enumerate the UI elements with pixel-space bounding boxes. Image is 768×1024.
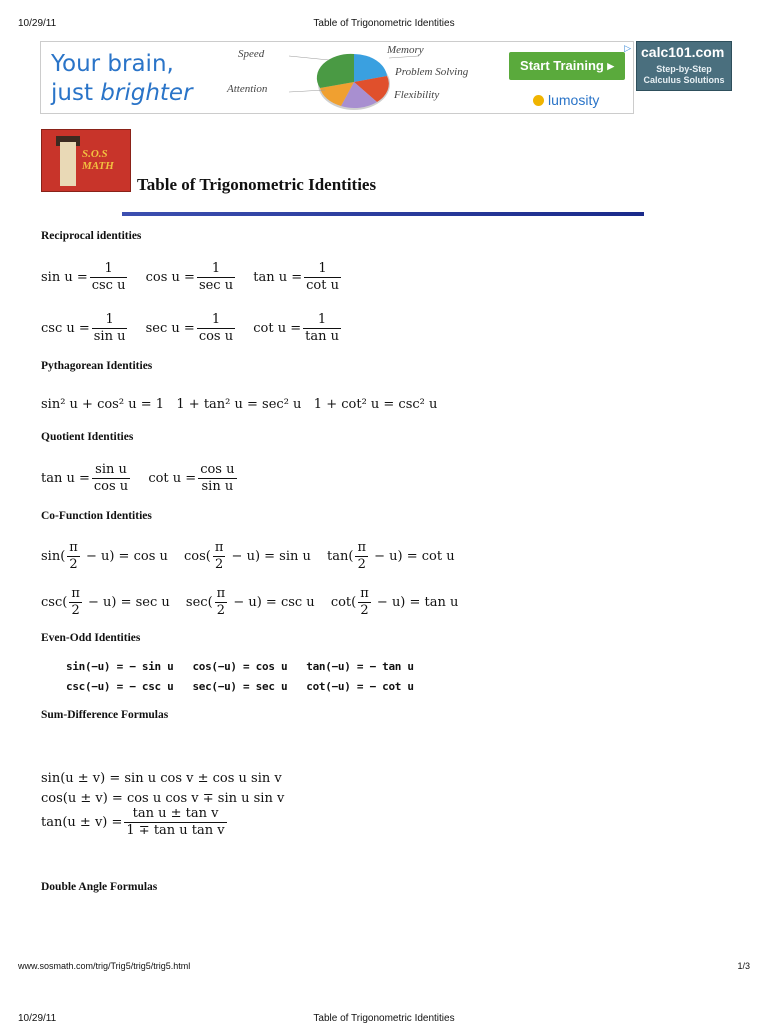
ad-label-attention: Attention	[227, 83, 268, 95]
evenodd-row-2: csc(−u) = − csc u sec(−u) = sec u cot(−u) = − cot u	[66, 680, 414, 693]
title-rule	[122, 212, 644, 216]
ad-label-memory: Memory	[387, 44, 424, 56]
print-page-number: 1/3	[737, 961, 750, 971]
heading-pythagorean: Pythagorean Identities	[41, 360, 153, 372]
heading-sumdiff: Sum-Difference Formulas	[41, 709, 169, 721]
sumdiff-row-1: sin(u ± v) = sin u cos v ± cos u sin v	[41, 771, 282, 786]
print-date: 10/29/11	[18, 18, 57, 29]
cofunction-row-2: csc( $\frac{\pi}{2}$ − u) = sec u sec( $\frac{\pi}{2}$ − u) = csc u cot( $\frac{\pi}{2}$ − u) = tan u	[41, 586, 459, 618]
calc101-brand: calc101.com	[641, 44, 725, 60]
sumdiff-row-3: tan(u ± v) = $\frac{\text{tan u ± tan v}}{\text{1 ∓ tan u tan v}}$	[41, 806, 225, 838]
quotient-row: tan u = $\frac{\text{sin u}}{\text{cos u}}$ cot u = $\frac{\text{cos u}}{\text{sin u}}$	[41, 462, 235, 494]
lumosity-brand: lumosity	[548, 92, 600, 108]
ad-slogan-em: brighter	[100, 80, 193, 106]
ad-label-problem-solving: Problem Solving	[395, 66, 469, 78]
reciprocal-row-2: csc u = $\frac{1}{\text{sin u}}$ sec u = $\frac{1}{\text{cos u}}$ cot u = $\frac{1}{\text{tan u}}$	[41, 312, 339, 344]
calc101-ad[interactable]	[636, 41, 732, 91]
heading-reciprocal: Reciprocal identities	[41, 230, 142, 242]
ad-label-speed: Speed	[238, 48, 265, 60]
adchoices-icon[interactable]: ▷	[624, 43, 631, 53]
next-page-title: Table of Trigonometric Identities	[313, 1013, 455, 1024]
ad-slogan-line2	[51, 79, 193, 108]
calc101-sub2: Calculus Solutions	[643, 75, 725, 85]
page-title: Table of Trigonometric Identities	[137, 175, 377, 194]
heading-cofunction: Co-Function Identities	[41, 510, 152, 522]
lumosity-logo	[533, 92, 599, 108]
calc101-sub1: Step-by-Step	[656, 64, 712, 74]
logo-line1: S.O.S	[82, 148, 108, 160]
ad-slogan-line1: Your brain,	[51, 51, 174, 77]
sosmath-logo[interactable]	[41, 129, 131, 192]
ad-slogan	[51, 50, 193, 108]
ad-slogan-plain: just	[51, 80, 101, 106]
heading-evenodd: Even-Odd Identities	[41, 632, 141, 644]
start-training-button[interactable]: Start Training ▸	[509, 52, 625, 80]
heading-quotient: Quotient Identities	[41, 431, 134, 443]
calc101-sub	[637, 64, 731, 86]
reciprocal-row-1: sin u = $\frac{1}{\text{csc u}}$ cos u = $\frac{1}{\text{sec u}}$ tan u = $\frac{1}{\text{cot u}}$	[41, 261, 339, 293]
print-title: Table of Trigonometric Identities	[313, 18, 455, 29]
sumdiff-row-2: cos(u ± v) = cos u cos v ∓ sin u sin v	[41, 791, 285, 806]
heading-double: Double Angle Formulas	[41, 881, 158, 893]
ad-label-flexibility: Flexibility	[394, 89, 440, 101]
logo-text	[82, 148, 114, 172]
logo-line2: MATH	[82, 160, 114, 172]
next-page-date: 10/29/11	[18, 1013, 57, 1024]
print-url: www.sosmath.com/trig/Trig5/trig5/trig5.html	[18, 961, 191, 971]
cofunction-row-1: sin( $\frac{\pi}{2}$ − u) = cos u cos( $\frac{\pi}{2}$ − u) = sin u tan( $\frac{\pi}{2}$ − u) = cot u	[41, 540, 455, 572]
lumosity-sun-icon	[533, 95, 544, 106]
lumosity-ad[interactable]	[40, 41, 634, 114]
pythagorean-row: sin² u + cos² u = 1 1 + tan² u = sec² u 1 + cot² u = csc² u	[41, 397, 438, 412]
lighthouse-icon	[60, 142, 76, 186]
evenodd-row-1: sin(−u) = − sin u cos(−u) = cos u tan(−u) = − tan u	[66, 660, 414, 673]
